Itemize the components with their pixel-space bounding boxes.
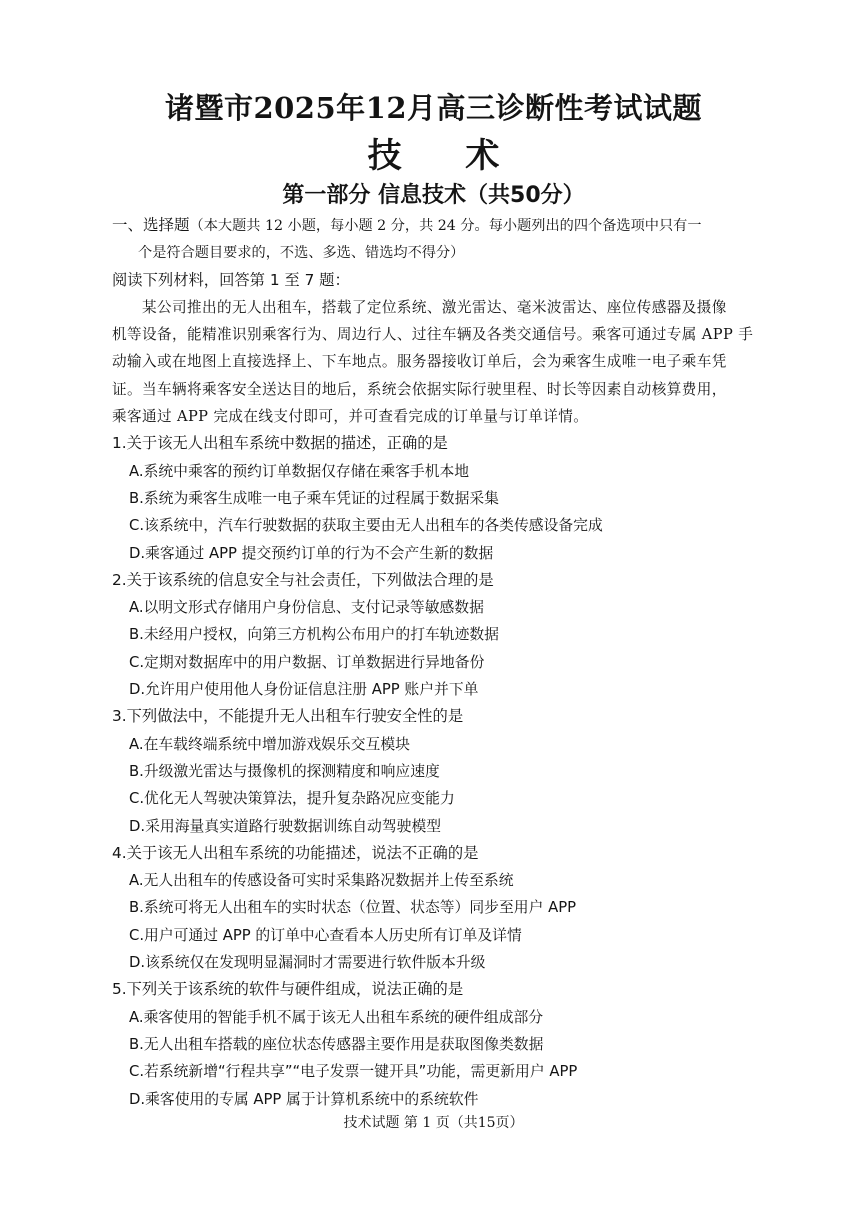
question-1-option-b: B.系统为乘客生成唯一电子乘车凭证的过程属于数据采集 (129, 489, 499, 507)
question-2-option-b: B.未经用户授权，向第三方机构公布用户的打车轨迹数据 (129, 626, 499, 644)
passage-line: 动输入或在地图上直接选择上、下车地点。服务器接收订单后，会为乘客生成唯一电子乘车凭 (112, 353, 727, 371)
part-heading: 第一部分 信息技术（共50分） (282, 183, 585, 208)
exam-title: 诸暨市2025年12月高三诊断性考试试题 (164, 91, 703, 125)
section-heading-line-2 (112, 239, 812, 266)
section-1 (112, 212, 812, 1113)
question-5-option-b: B.无人出租车搭载的座位状态传感器主要作用是获取图像类数据 (129, 1035, 544, 1053)
reading-instruction: 阅读下列材料，回答第 1 至 7 题： (112, 270, 350, 289)
question-4-option-a: A.无人出租车的传感设备可实时采集路况数据并上传至系统 (129, 872, 514, 890)
question-5-stem: 5.下列关于该系统的软件与硬件组成，说法正确的是 (112, 980, 464, 999)
subject-title: 技 术 (367, 136, 526, 176)
section-note-2: 个是符合题目要求的，不选、多选、错选均不得分） (138, 245, 465, 262)
question-3-option-d: D.采用海量真实道路行驶数据训练自动驾驶模型 (129, 817, 442, 835)
question-2-option-a: A.以明文形式存储用户身份信息、支付记录等敏感数据 (129, 599, 484, 617)
passage-line: 乘客通过 APP 完成在线支付即可，并可查看完成的订单量与订单详情。 (112, 408, 589, 426)
question-2-option-d: D.允许用户使用他人身份证信息注册 APP 账户并下单 (129, 681, 479, 699)
question-5-option-a: A.乘客使用的智能手机不属于该无人出租车系统的硬件组成部分 (129, 1008, 544, 1026)
page-footer: 技术试题 第 1 页（共15页） (343, 1115, 524, 1131)
question-4-option-b: B.系统可将无人出租车的实时状态（位置、状态等）同步至用户 APP (129, 899, 577, 917)
passage-line: 证。当车辆将乘客安全送达目的地后，系统会依据实际行驶里程、时长等因素自动核算费用， (112, 380, 727, 398)
question-1-option-c: C.该系统中，汽车行驶数据的获取主要由无人出租车的各类传感设备完成 (129, 517, 603, 535)
question-2-option-c: C.定期对数据库中的用户数据、订单数据进行异地备份 (129, 653, 485, 671)
question-5-option-c: C.若系统新增“行程共享”“电子发票一键开具”功能，需更新用户 APP (129, 1063, 578, 1081)
section-heading-line-1 (112, 212, 812, 239)
question-1-stem: 1.关于该无人出租车系统中数据的描述，正确的是 (112, 434, 448, 453)
question-5-option-d: D.乘客使用的专属 APP 属于计算机系统中的系统软件 (129, 1090, 479, 1108)
section-note-1: （本大题共 12 小题，每小题 2 分，共 24 分。每小题列出的四个备选项中只有一 (189, 218, 702, 234)
question-1-option-a: A.系统中乘客的预约订单数据仅存储在乘客手机本地 (129, 462, 470, 480)
question-3-option-b: B.升级激光雷达与摄像机的探测精度和响应速度 (129, 762, 440, 780)
question-1-option-d: D.乘客通过 APP 提交预约订单的行为不会产生新的数据 (129, 544, 494, 562)
passage-line: 机等设备，能精准识别乘客行为、周边行人、过往车辆及各类交通信号。乘客可通过专属 APP 手 (112, 326, 754, 344)
question-3-option-c: C.优化无人驾驶决策算法，提升复杂路况应变能力 (129, 790, 455, 808)
passage-line: 某公司推出的无人出租车，搭载了定位系统、激光雷达、毫米波雷达、座位传感器及摄像 (142, 298, 727, 316)
section-heading: 一、选择题 (112, 216, 190, 234)
question-4-stem: 4.关于该无人出租车系统的功能描述，说法不正确的是 (112, 843, 479, 862)
question-2-stem: 2.关于该系统的信息安全与社会责任，下列做法合理的是 (112, 570, 494, 589)
question-4-option-d: D.该系统仅在发现明显漏洞时才需要进行软件版本升级 (129, 954, 486, 972)
question-3-option-a: A.在车载终端系统中增加游戏娱乐交互模块 (129, 735, 410, 753)
question-4-option-c: C.用户可通过 APP 的订单中心查看本人历史所有订单及详情 (129, 926, 522, 944)
question-3-stem: 3.下列做法中，不能提升无人出租车行驶安全性的是 (112, 707, 464, 726)
